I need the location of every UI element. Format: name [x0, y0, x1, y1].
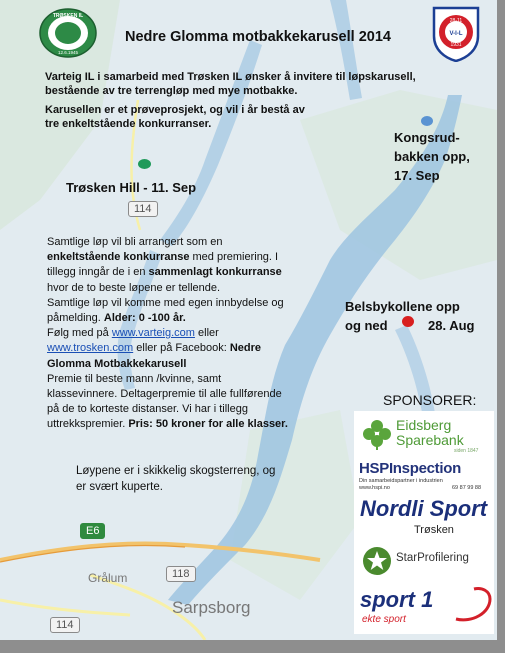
road-sign-e6: E6	[80, 523, 105, 539]
kongsrud-marker	[421, 116, 433, 126]
trosken-il-logo	[38, 8, 98, 58]
varteig-il-logo	[431, 6, 481, 62]
svg-text:V-I-L: V-I-L	[449, 31, 463, 37]
svg-text:TRØSKEN IL: TRØSKEN IL	[52, 13, 84, 19]
sponsor-hsp-inspection: HSPInspection Din samarbeidspartner i industrien www.hspi.no 69 87 99 88	[359, 460, 482, 491]
page-shadow-right	[497, 0, 505, 653]
belsby-race-label: Belsbykollene opp	[345, 299, 460, 314]
trosken-marker	[138, 159, 151, 169]
terrain-note: Løypene er i skikkelig skogsterreng, og er svært kuperte.	[76, 465, 276, 493]
page-shadow-bottom	[0, 640, 505, 653]
varteig-link[interactable]: www.varteig.com	[111, 327, 195, 340]
intro-paragraph-2: Karusellen er et prøveprosjekt, og vil i år bestå av tre enkeltstående konkurranser.	[45, 104, 305, 130]
belsby-race-label-2: og ned	[345, 318, 388, 333]
info-text: Samtlige løp vil bli arrangert som en enkeltstående konkurranse med premiering. I tillegg inngår de i en sammenlagt konkurranse hvor de to beste løpene er tellende. Samtlige løp vil komme med egen innbydelse og påmelding. Alder: 0 -100 år. Følg med på www.varteig.com eller www.trosken.com eller på Facebook: Nedre Glomma Motbakkekarusell Premie til beste mann /kvinne, samt klassevinnere. Deltagerpremie til alle fullførende på de to korteste distanser. Vi har i tillegg uttrekkspremier. Pris: 50 kroner for alle klasser.	[47, 236, 288, 431]
svg-text:28-11: 28-11	[449, 18, 463, 24]
intro-paragraph: Varteig IL i samarbeid med Trøsken IL ønsker å invitere til løpskarusell, bestående av tre terrengløp med mye motbakke.	[45, 71, 416, 97]
sponsor-nordli-sport: Nordli Sport Trøsken	[360, 496, 488, 536]
trosken-race-label: Trøsken Hill - 11. Sep	[66, 180, 197, 195]
clover-icon	[362, 418, 392, 450]
star-icon	[362, 546, 392, 576]
trosken-link[interactable]: www.trosken.com	[47, 342, 134, 355]
belsby-marker	[402, 316, 414, 327]
place-sarpsborg: Sarpsborg	[172, 598, 251, 617]
sponsor-sport1: sport 1 ekte sport	[356, 583, 494, 631]
sponsors-heading: SPONSORER:	[383, 392, 477, 408]
svg-text:1931: 1931	[450, 42, 462, 48]
road-sign-114-bottom: 114	[50, 617, 80, 633]
svg-text:12.6.1945: 12.6.1945	[57, 50, 79, 55]
sport1-swoosh-icon	[452, 585, 494, 625]
sponsor-eidsberg-sparebank: Eidsberg Sparebank siden 1847	[358, 414, 493, 456]
place-gralum: Grålum	[88, 571, 128, 585]
sponsor-star-profilering: StarProfilering	[358, 544, 494, 580]
kongsrud-race-label: Kongsrud- bakken opp, 17. Sep	[394, 130, 470, 183]
road-sign-118: 118	[166, 566, 196, 582]
road-sign-114-top: 114	[128, 201, 158, 217]
belsby-race-date: 28. Aug	[428, 318, 475, 333]
page-title: Nedre Glomma motbakkekarusell 2014	[125, 29, 391, 45]
